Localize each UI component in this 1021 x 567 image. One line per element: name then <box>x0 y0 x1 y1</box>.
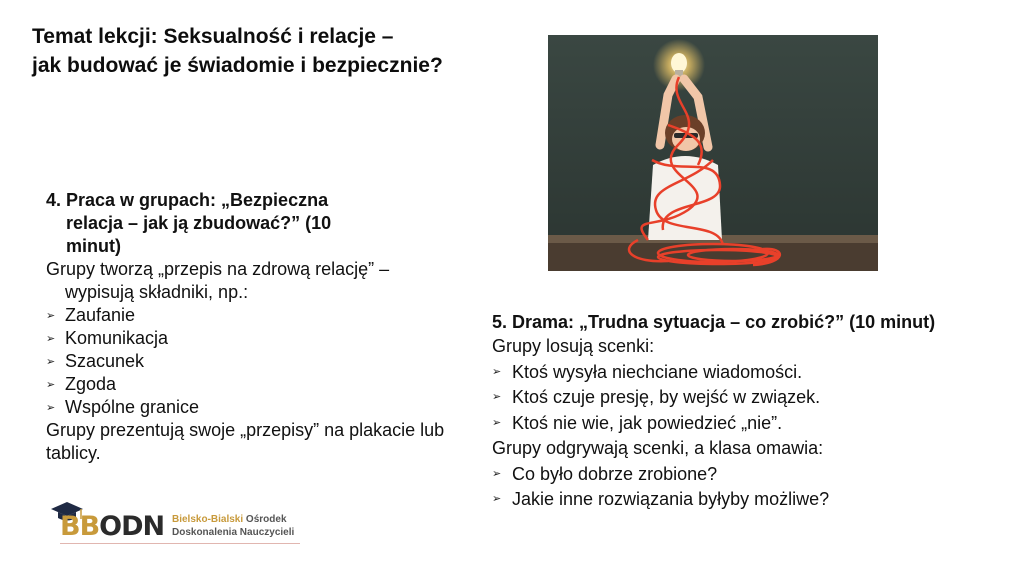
section-4-heading <box>46 189 386 258</box>
logo-wordmark: BBODN <box>60 511 165 542</box>
arrow-bullet-icon: ➢ <box>492 416 502 429</box>
list-item: ➢ Komunikacja <box>46 327 446 350</box>
list-item: ➢ Ktoś nie wie, jak powiedzieć „nie”. <box>492 411 1012 437</box>
logo-organization-name: Bielsko-Bialski Ośrodek Doskonalenia Nauczycieli <box>172 514 295 538</box>
list-item: ➢ Wspólne granice <box>46 396 446 419</box>
section-5-questions-list <box>492 462 1012 513</box>
slide-title <box>32 22 532 80</box>
arrow-bullet-icon: ➢ <box>46 402 56 414</box>
title-line-2: jak budować je świadomie i bezpiecznie? <box>32 54 443 77</box>
arrow-bullet-icon: ➢ <box>492 391 502 403</box>
title-line-1: Temat lekcji: Seksualność i relacje – <box>32 25 394 48</box>
arrow-bullet-icon: ➢ <box>46 379 56 391</box>
list-item: ➢ Co było dobrze zrobione? <box>492 462 1012 488</box>
list-item: ➢ Jakie inne rozwiązania byłyby możliwe? <box>492 487 1012 513</box>
section-4-intro: Grupy tworzą „przepis na zdrową relację” – wypisują składniki, np.: <box>46 259 390 302</box>
list-item: ➢ Szacunek <box>46 350 446 373</box>
section-5-intro-2: Grupy odgrywają scenki, a klasa omawia: <box>492 438 824 458</box>
arrow-bullet-icon: ➢ <box>46 333 56 345</box>
bbodn-logo <box>48 500 308 546</box>
child-with-lightbulb-photo <box>548 35 878 271</box>
section-4-heading-text: Praca w grupach: „Bezpieczna relacja – jak ją zbudować?” (10 minut) <box>66 190 332 256</box>
section-4-number: 4. <box>46 190 62 210</box>
list-item: ➢ Zgoda <box>46 373 446 396</box>
section-4-outro: Grupy prezentują swoje „przepisy” na plakacie lub tablicy. <box>46 420 445 463</box>
arrow-bullet-icon: ➢ <box>46 356 56 368</box>
section-5-intro: Grupy losują scenki: <box>492 336 655 356</box>
arrow-bullet-icon: ➢ <box>492 493 502 505</box>
logo-underline <box>60 543 300 544</box>
section-5-drama <box>492 311 1012 513</box>
list-item: ➢ Ktoś wysyła niechciane wiadomości. <box>492 360 1012 386</box>
list-item: ➢ Zaufanie <box>46 304 446 327</box>
section-4-list <box>46 304 446 419</box>
arrow-bullet-icon: ➢ <box>46 310 56 322</box>
arrow-bullet-icon: ➢ <box>492 467 502 480</box>
section-5-scenes-list <box>492 360 1012 437</box>
section-4-group-work <box>46 189 446 465</box>
section-5-heading: 5. Drama: „Trudna sytuacja – co zrobić?” (10 minut) <box>492 312 936 332</box>
list-item: ➢ Ktoś czuje presję, by wejść w związek. <box>492 385 1012 411</box>
arrow-bullet-icon: ➢ <box>492 365 502 378</box>
